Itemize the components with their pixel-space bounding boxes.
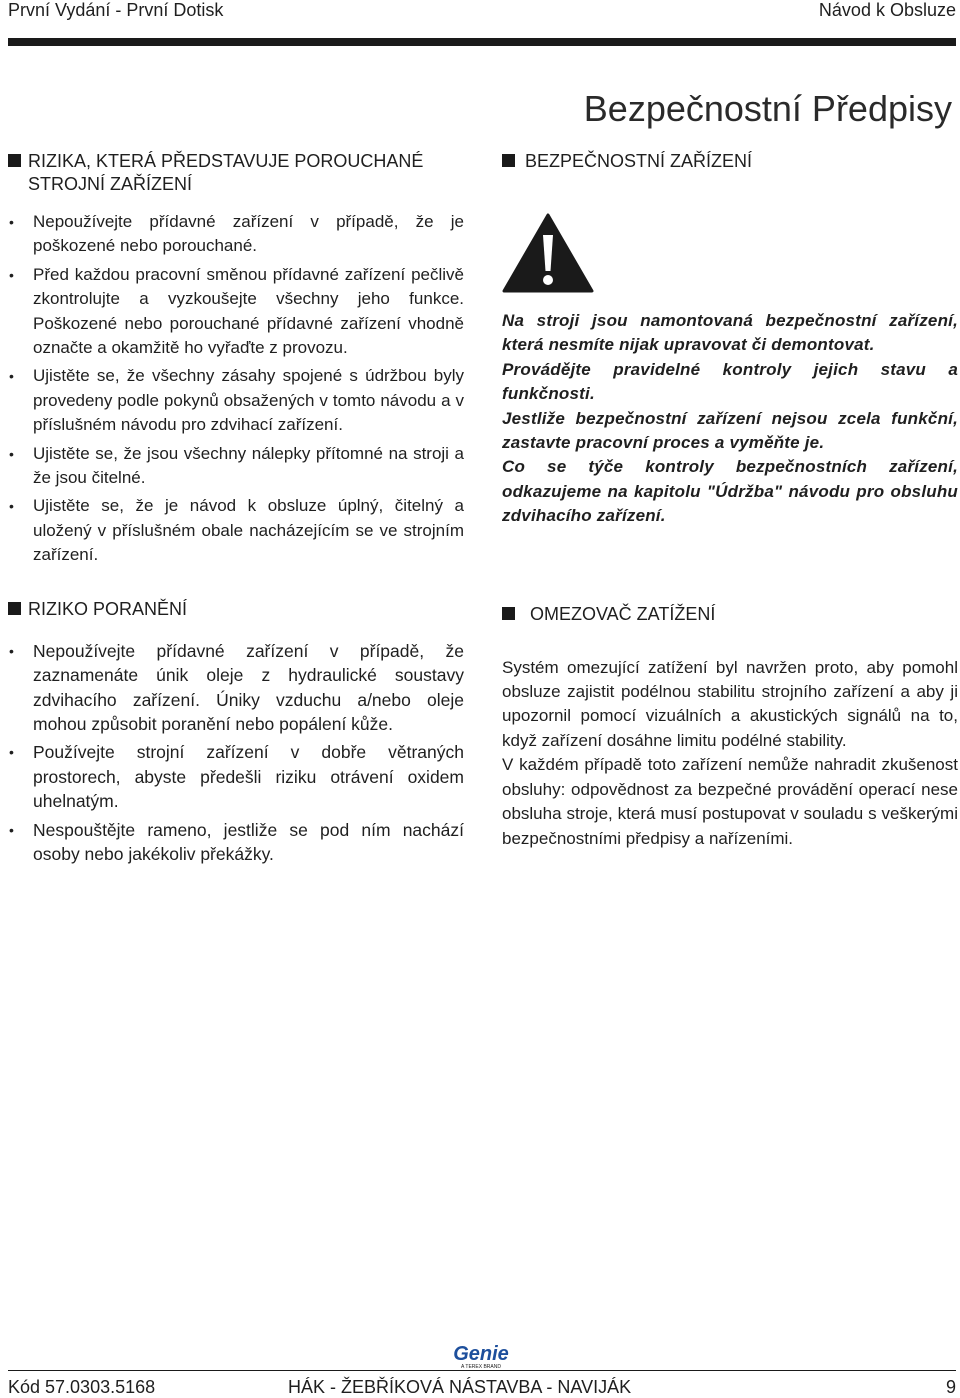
list-item: • Nespouštějte rameno, jestliže se pod ním nachází osoby nebo jakékoliv překážky. (9, 819, 464, 864)
footer-page-number: 9 (945, 1377, 956, 1397)
heading-text: BEZPEČNOSTNÍ ZAŘÍZENÍ (525, 151, 753, 171)
section-heading-injury (8, 598, 464, 621)
malfunction-list (8, 210, 464, 568)
logo-text: Genie (453, 1343, 509, 1365)
warning-paragraph: Na stroji jsou namontovaná bezpečnostní zařízení, která nesmíte nijak upravovat či demontovat. (502, 311, 958, 355)
section-heading-malfunction (8, 150, 464, 196)
list-item: • Ujistěte se, že je návod k obsluze úplný, čitelný a uložený v příslušném obale nacházejícím se ve strojním zařízení. (9, 496, 464, 565)
warning-paragraph: Co se týče kontroly bezpečnostních zařízení, odkazujeme na kapitolu "Údržba" návodu pro obsluhu zdvihacího zařízení. (502, 457, 958, 526)
footer-title: HÁK - ŽEBŘÍKOVÁ NÁSTAVBA - NAVIJÁK (288, 1377, 632, 1397)
section-heading-load-limiter (502, 603, 958, 626)
list-item: • Nepoužívejte přídavné zařízení v případě, že je poškozené nebo porouchané. (9, 212, 464, 256)
list-item: • Ujistěte se, že jsou všechny nálepky přítomné na stroji a že jsou čitelné. (9, 443, 464, 488)
square-bullet-icon (8, 154, 21, 167)
section-heading-safety-devices (502, 150, 958, 173)
heading-line-2: STROJNÍ ZAŘÍZENÍ (28, 174, 193, 194)
right-column (502, 150, 958, 851)
list-item: • Používejte strojní zařízení v dobře větraných prostorech, abyste předešli riziku otrávení oxidem uhelnatým. (9, 742, 464, 812)
list-item: • Před každou pracovní směnou přídavné zařízení pečlivě zkontrolujte a vyzkoušejte všechny jeho funkce. Poškozené nebo porouchané přídavné zařízení vhodně označte a okamžitě ho vyřaďte z provozu. (9, 264, 464, 358)
list-item: • Nepoužívejte přídavné zařízení v případě, že zaznamenáte únik oleje z hydraulické soustavy zdvihacího zařízení. Úniky vzduchu a/nebo oleje mohou způsobit poranění nebo popálení kůže. (9, 640, 464, 734)
body-paragraph: Systém omezující zatížení byl navržen proto, aby pomohl obsluze zajistit podélnou stabilitu strojního zařízení a aby ji upozornil pomocí vizuálních a akustických signálů na to, když zařízení dosáhne limitu podélné stability. (502, 657, 958, 750)
warning-paragraph: Provádějte pravidelné kontroly jejich stavu a funkčnosti. (502, 359, 958, 404)
footer-code: Kód 57.0303.5168 (8, 1377, 156, 1397)
safety-devices-warning (502, 309, 958, 529)
warning-paragraph: Jestliže bezpečnostní zařízení nejsou zcela funkční, zastavte pracovní proces a vyměňte je. (502, 408, 958, 453)
footer-rule (8, 1370, 956, 1371)
left-column (8, 150, 464, 870)
list-item: • Ujistěte se, že všechny zásahy spojené s údržbou byly provedeny podle pokynů obsažených v tomto návodu a v příslušném návodu pro zdvihací zařízení. (9, 366, 464, 435)
injury-list (8, 639, 464, 867)
square-bullet-icon (8, 602, 21, 615)
load-limiter-text (502, 656, 958, 851)
body-paragraph: V každém případě toto zařízení nemůže nahradit zkušenost obsluhy: odpovědnost za bezpečné provádění operací nese obsluha stroje, která musí postupovat v souladu s veškerými bezpečnostními předpisy a nařízeními. (502, 755, 958, 848)
square-bullet-icon (502, 154, 515, 167)
heading-text: RIZIKO PORANĚNÍ (28, 598, 188, 619)
square-bullet-icon (502, 607, 515, 620)
header-right-title: Návod k Obsluze (818, 0, 956, 20)
genie-logo (445, 1340, 517, 1370)
warning-triangle-icon (502, 213, 594, 293)
header-left-title: První Vydání - První Dotisk (8, 0, 224, 20)
heading-text: OMEZOVAČ ZATÍŽENÍ (530, 603, 716, 624)
logo-subtext: A TEREX BRAND (461, 1364, 501, 1370)
page-title: Bezpečnostní Předpisy (583, 88, 952, 129)
heading-line-1: RIZIKA, KTERÁ PŘEDSTAVUJE POROUCHANÉ (28, 151, 424, 171)
header-rule (8, 38, 956, 46)
